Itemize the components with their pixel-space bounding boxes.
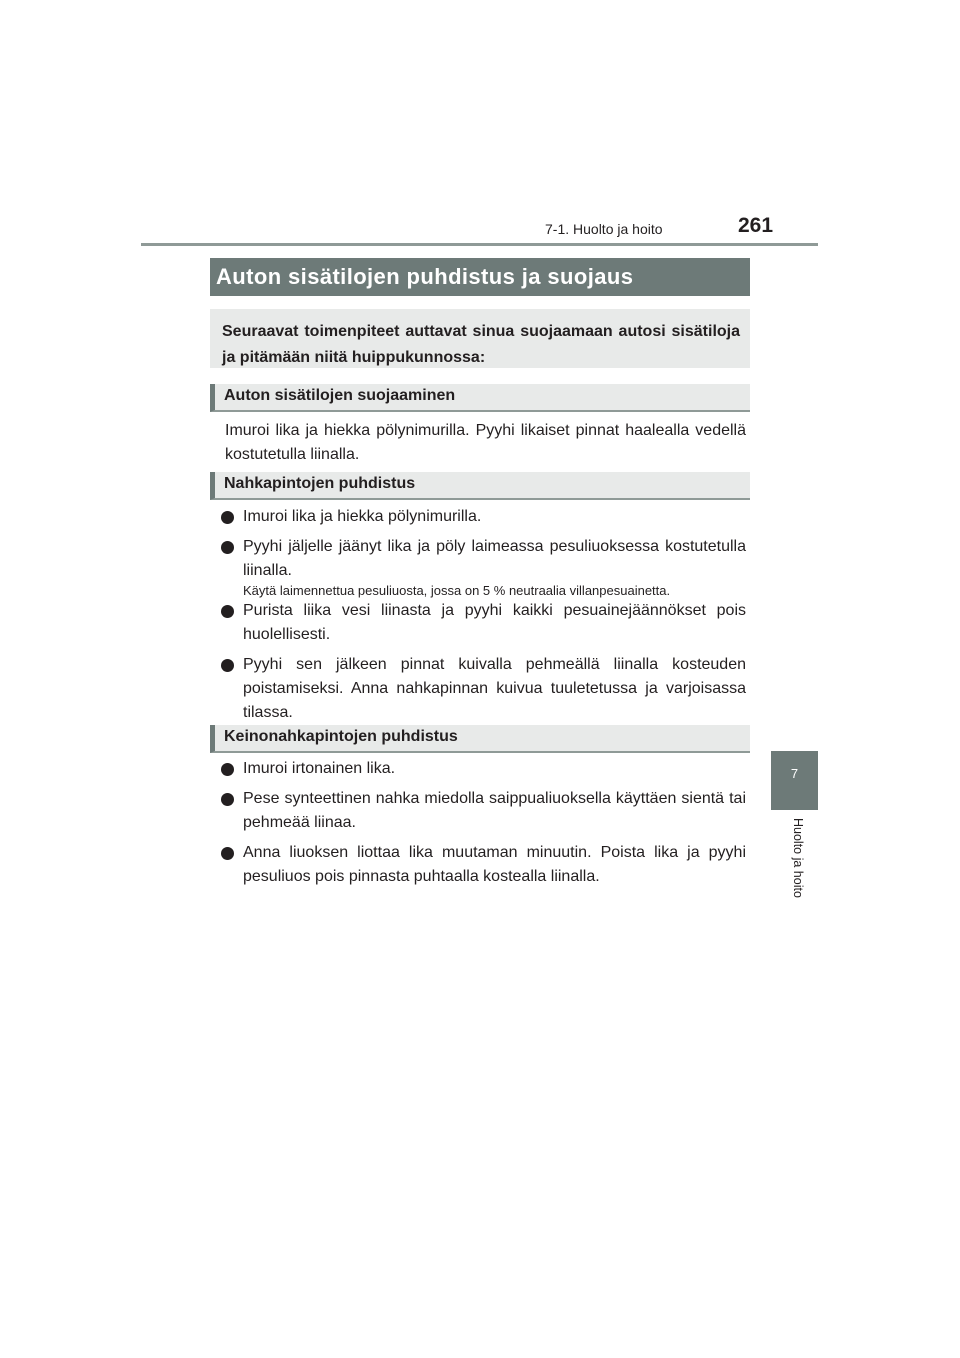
bullet-icon (221, 847, 234, 860)
bullet-icon (221, 511, 234, 524)
bullet-icon (221, 541, 234, 554)
list-item-text: Imuroi lika ja hiekka pölynimurilla. (243, 508, 482, 525)
list-item (221, 653, 746, 725)
list-item (221, 841, 746, 889)
synthetic-leather-steps-list (221, 757, 746, 895)
list-item (221, 505, 746, 529)
bullet-icon (221, 763, 234, 776)
header-divider (141, 243, 818, 246)
list-item (221, 787, 746, 835)
section-header: 7-1. Huolto ja hoito (545, 221, 663, 237)
list-item (221, 599, 746, 647)
dilution-note: Käytä laimennettua pesuliuosta, jossa on 5 % neutraalia villanpesuainetta. (243, 583, 671, 598)
chapter-tab-label: Huolto ja hoito (791, 818, 805, 898)
bullet-icon (221, 605, 234, 618)
bullet-icon (221, 659, 234, 672)
section-heading-leather: Nahkapintojen puhdistus (210, 472, 750, 500)
page-title: Auton sisätilojen puhdistus ja suojaus (210, 258, 750, 296)
list-item-text: Anna liuoksen liottaa lika muutaman minuutin. Poista lika ja pyyhi pesuliuos pois pinnasta puhtaalla kostealla liinalla. (243, 844, 746, 885)
list-item-text: Pese synteettinen nahka miedolla saippualiuoksella käyttäen sientä tai pehmeää liinaa. (243, 790, 746, 831)
chapter-tab-number: 7 (790, 766, 799, 781)
list-item-text: Pyyhi sen jälkeen pinnat kuivalla pehmeällä liinalla kosteuden poistamiseksi. Anna nahkapinnan kuivua tuuletetussa ja varjoisassa tilassa. (243, 656, 746, 721)
bullet-icon (221, 793, 234, 806)
section-text-protection: Imuroi lika ja hiekka pölynimurilla. Pyyhi likaiset pinnat haalealla vedellä kostutetulla liinalla. (225, 422, 746, 463)
list-item (221, 535, 746, 583)
section-heading-synthetic-leather: Keinonahkapintojen puhdistus (210, 725, 750, 753)
list-item-text: Purista liika vesi liinasta ja pyyhi kaikki pesuainejäännökset pois huolellisesti. (243, 602, 746, 643)
page-number: 261 (738, 214, 774, 237)
intro-box: Seuraavat toimenpiteet auttavat sinua suojaamaan autosi sisätiloja ja pitämään niitä huippukunnossa: (210, 309, 750, 368)
leather-steps-list (221, 505, 746, 589)
list-item-text: Pyyhi jäljelle jäänyt lika ja pöly laimeassa pesuliuoksessa kostutetulla liinalla. (243, 538, 746, 579)
list-item (221, 757, 746, 781)
leather-steps-list-continued (221, 599, 746, 731)
list-item-text: Imuroi irtonainen lika. (243, 760, 396, 777)
section-heading-protection: Auton sisätilojen suojaaminen (210, 384, 750, 412)
